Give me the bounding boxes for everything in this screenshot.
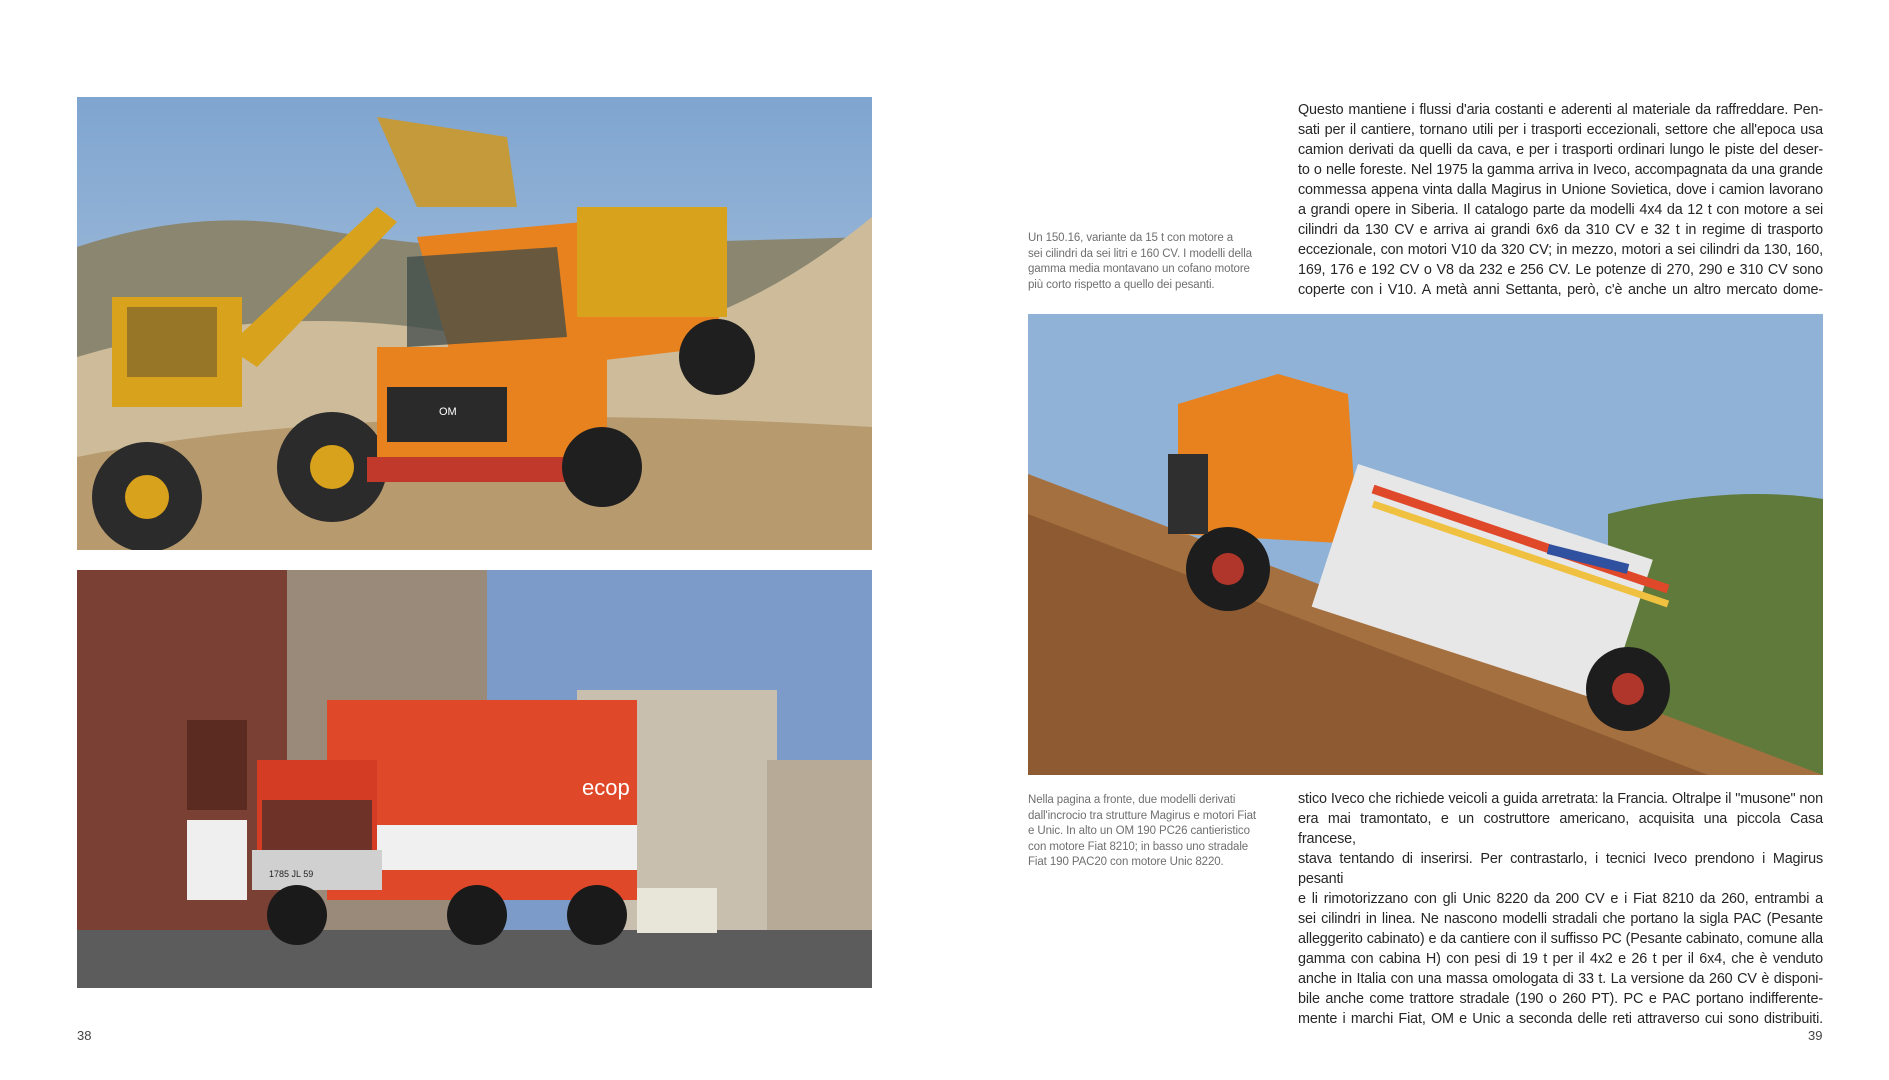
text-line: eccezionale, con motori V10 da 320 CV; in mezzo, motori a sei cilindri da 130, 160,: [1298, 242, 1823, 258]
text-line: gamma con cabina H) con pesi di 19 t per il 4x2 e 26 t per il 6x4, che è venduto: [1298, 951, 1823, 967]
text-line: to o nelle foreste. Nel 1975 la gamma arriva in Iveco, accompagnata da una grande: [1298, 162, 1823, 178]
text-line: Questo mantiene i flussi d'aria costanti e aderenti al materiale da raffreddare. Pen-: [1298, 102, 1823, 118]
text-line: 169, 176 e 192 CV o V8 da 232 e 256 CV. Le potenze di 270, 290 e 310 CV sono: [1298, 262, 1823, 278]
text-line: stico Iveco che richiede veicoli a guida arretrata: la Francia. Oltralpe il "musone" non: [1298, 791, 1823, 807]
caption-line: gamma media montavano un cofano motore: [1028, 263, 1250, 275]
text-line: commessa appena vinta dalla Magirus in Unione Sovietica, dove i camion lavorano: [1298, 182, 1823, 198]
body-text-bottom: [1298, 789, 1823, 1029]
truck-badge: OM: [439, 406, 457, 418]
text-line: sati per il cantiere, tornano utili per i trasporti eccezionali, settore che all'epoca usa: [1298, 122, 1823, 138]
caption-top: [1028, 231, 1278, 293]
body-text-top: [1298, 100, 1823, 300]
text-line: stava tentando di inserirsi. Per contrastarlo, i tecnici Iveco prendono i Magirus pesanti: [1298, 851, 1823, 887]
caption-line: e Unic. In alto un OM 190 PC26 cantieristico: [1028, 825, 1250, 837]
caption-bottom: [1028, 793, 1278, 871]
caption-line: con motore Fiat 8210; in basso uno stradale: [1028, 840, 1249, 853]
caption-line: Nella pagina a fronte, due modelli derivati: [1028, 794, 1236, 806]
text-line: mente i marchi Fiat, OM e Unic a seconda delle reti attraverso cui sono distribuiti.: [1298, 1011, 1823, 1027]
text-line: bile anche come trattore stradale (190 o 260 PT). PC e PAC portano indifferente-: [1298, 991, 1823, 1007]
text-line: anche in Italia con una massa omologata di 33 t. La versione da 260 CV è disponi-: [1298, 971, 1823, 987]
text-line: a grandi opere in Siberia. Il catalogo parte da modelli 4x4 da 12 t con motore a sei: [1298, 202, 1823, 218]
caption-line: sei cilindri da sei litri e 160 CV. I modelli della: [1028, 247, 1252, 260]
photo-street-box-truck: [77, 570, 872, 988]
text-line: coperte con i V10. A metà anni Settanta, però, c'è anche un altro mercato dome-: [1298, 282, 1823, 298]
text-line: e li rimotorizzano con gli Unic 8220 da 200 CV e i Fiat 8210 da 260, entrambi a: [1298, 891, 1823, 907]
page-number-right: 39: [1808, 1028, 1823, 1043]
caption-line: dall'incrocio tra strutture Magirus e motori Fiat: [1028, 809, 1257, 822]
caption-line: più corto rispetto a quello dei pesanti.: [1028, 278, 1215, 291]
photo-loader-and-dump-truck: [77, 97, 872, 550]
text-line: camion derivati da quelli da cava, e per i trasporti ordinari lungo le piste del deser-: [1298, 142, 1823, 158]
text-line: cilindri da 130 CV e arriva ai grandi 6x6 da 310 CV e 32 t in regime di trasporto: [1298, 222, 1823, 238]
text-line: sei cilindri in linea. Ne nascono modelli stradali che portano la sigla PAC (Pesante: [1298, 911, 1823, 927]
page-number-left: 38: [77, 1028, 92, 1043]
license-plate: 1785 JL 59: [269, 869, 314, 879]
caption-line: Un 150.16, variante da 15 t con motore a: [1028, 232, 1234, 244]
box-logo: ecop: [582, 775, 630, 800]
text-line: era mai tramontato, e un costruttore americano, acquisita una piccola Casa francese,: [1298, 811, 1823, 847]
caption-line: Fiat 190 PAC20 con motore Unic 8220.: [1028, 856, 1224, 868]
text-line: alleggerito cabinato) e da cantiere con il suffisso PC (Pesante cabinato, comune alla: [1298, 931, 1823, 947]
photo-tipper-on-slope: [1028, 314, 1823, 775]
